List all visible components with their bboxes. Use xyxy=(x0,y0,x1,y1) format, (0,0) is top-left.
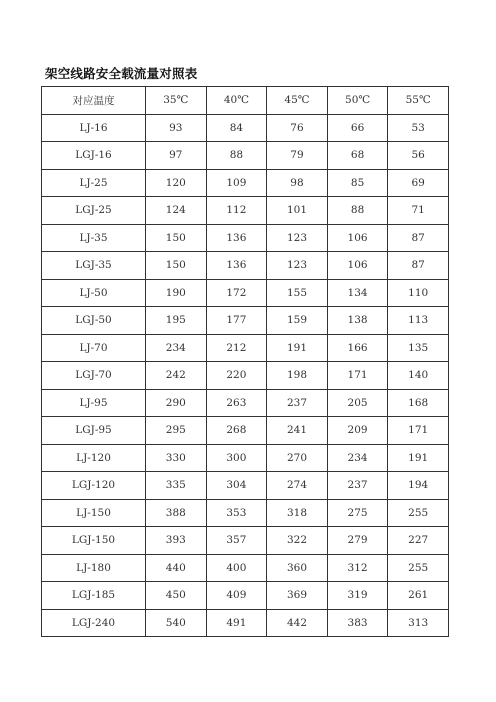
table-row xyxy=(42,114,449,142)
cable-type-cell: LJ-70 xyxy=(42,334,146,362)
value-cell-50c: 171 xyxy=(327,362,388,390)
table-header-row xyxy=(42,87,449,115)
value-cell-40c: 136 xyxy=(206,224,267,252)
header-cell-45c: 45℃ xyxy=(267,87,328,115)
value-cell-35c: 190 xyxy=(146,279,207,307)
value-cell-35c: 97 xyxy=(146,142,207,170)
value-cell-45c: 98 xyxy=(267,169,328,197)
value-cell-50c: 66 xyxy=(327,114,388,142)
table-row xyxy=(42,169,449,197)
value-cell-35c: 120 xyxy=(146,169,207,197)
table-row xyxy=(42,417,449,445)
value-cell-50c: 85 xyxy=(327,169,388,197)
value-cell-45c: 237 xyxy=(267,389,328,417)
cable-type-cell: LGJ-16 xyxy=(42,142,146,170)
value-cell-35c: 540 xyxy=(146,609,207,637)
value-cell-50c: 134 xyxy=(327,279,388,307)
value-cell-40c: 409 xyxy=(206,582,267,610)
cable-type-cell: LJ-35 xyxy=(42,224,146,252)
table-row xyxy=(42,609,449,637)
cable-type-cell: LJ-150 xyxy=(42,499,146,527)
value-cell-40c: 172 xyxy=(206,279,267,307)
value-cell-50c: 68 xyxy=(327,142,388,170)
value-cell-50c: 106 xyxy=(327,252,388,280)
cable-type-cell: LGJ-240 xyxy=(42,609,146,637)
value-cell-55c: 56 xyxy=(388,142,449,170)
header-cell-55c: 55℃ xyxy=(388,87,449,115)
cable-type-cell: LGJ-95 xyxy=(42,417,146,445)
value-cell-45c: 123 xyxy=(267,224,328,252)
value-cell-55c: 87 xyxy=(388,252,449,280)
cable-type-cell: LGJ-185 xyxy=(42,582,146,610)
value-cell-50c: 106 xyxy=(327,224,388,252)
value-cell-40c: 300 xyxy=(206,444,267,472)
cable-type-cell: LJ-16 xyxy=(42,114,146,142)
value-cell-55c: 71 xyxy=(388,197,449,225)
table-row xyxy=(42,142,449,170)
value-cell-40c: 109 xyxy=(206,169,267,197)
cable-type-cell: LJ-25 xyxy=(42,169,146,197)
value-cell-35c: 440 xyxy=(146,554,207,582)
value-cell-35c: 150 xyxy=(146,252,207,280)
value-cell-45c: 360 xyxy=(267,554,328,582)
value-cell-55c: 135 xyxy=(388,334,449,362)
cable-type-cell: LGJ-150 xyxy=(42,527,146,555)
value-cell-50c: 237 xyxy=(327,472,388,500)
table-row xyxy=(42,554,449,582)
table-row xyxy=(42,197,449,225)
table-body xyxy=(42,114,449,637)
table-row xyxy=(42,472,449,500)
cable-type-cell: LGJ-50 xyxy=(42,307,146,335)
cable-type-cell: LJ-95 xyxy=(42,389,146,417)
cable-type-cell: LGJ-25 xyxy=(42,197,146,225)
cable-type-cell: LJ-180 xyxy=(42,554,146,582)
table-row xyxy=(42,307,449,335)
cable-type-cell: LGJ-120 xyxy=(42,472,146,500)
value-cell-55c: 191 xyxy=(388,444,449,472)
value-cell-55c: 313 xyxy=(388,609,449,637)
table-row xyxy=(42,527,449,555)
value-cell-55c: 113 xyxy=(388,307,449,335)
value-cell-50c: 234 xyxy=(327,444,388,472)
value-cell-45c: 369 xyxy=(267,582,328,610)
value-cell-55c: 255 xyxy=(388,554,449,582)
value-cell-55c: 69 xyxy=(388,169,449,197)
value-cell-45c: 318 xyxy=(267,499,328,527)
page-title: 架空线路安全载流量对照表 xyxy=(45,66,198,81)
value-cell-45c: 322 xyxy=(267,527,328,555)
value-cell-40c: 491 xyxy=(206,609,267,637)
cable-type-cell: LGJ-70 xyxy=(42,362,146,390)
value-cell-45c: 274 xyxy=(267,472,328,500)
cable-type-cell: LJ-120 xyxy=(42,444,146,472)
value-cell-45c: 270 xyxy=(267,444,328,472)
value-cell-45c: 76 xyxy=(267,114,328,142)
value-cell-55c: 261 xyxy=(388,582,449,610)
value-cell-55c: 53 xyxy=(388,114,449,142)
value-cell-50c: 383 xyxy=(327,609,388,637)
value-cell-35c: 388 xyxy=(146,499,207,527)
value-cell-45c: 191 xyxy=(267,334,328,362)
value-cell-55c: 110 xyxy=(388,279,449,307)
value-cell-35c: 234 xyxy=(146,334,207,362)
value-cell-40c: 177 xyxy=(206,307,267,335)
value-cell-45c: 155 xyxy=(267,279,328,307)
header-cell-40c: 40℃ xyxy=(206,87,267,115)
value-cell-45c: 101 xyxy=(267,197,328,225)
header-cell-35c: 35℃ xyxy=(146,87,207,115)
value-cell-40c: 400 xyxy=(206,554,267,582)
value-cell-40c: 220 xyxy=(206,362,267,390)
value-cell-45c: 241 xyxy=(267,417,328,445)
value-cell-45c: 159 xyxy=(267,307,328,335)
table-row xyxy=(42,389,449,417)
value-cell-40c: 84 xyxy=(206,114,267,142)
value-cell-55c: 168 xyxy=(388,389,449,417)
table-row xyxy=(42,499,449,527)
value-cell-40c: 304 xyxy=(206,472,267,500)
value-cell-55c: 171 xyxy=(388,417,449,445)
table-row xyxy=(42,362,449,390)
value-cell-50c: 279 xyxy=(327,527,388,555)
table-row xyxy=(42,252,449,280)
value-cell-55c: 194 xyxy=(388,472,449,500)
value-cell-35c: 150 xyxy=(146,224,207,252)
value-cell-40c: 357 xyxy=(206,527,267,555)
header-cell-temperature-label: 对应温度 xyxy=(42,87,146,115)
value-cell-40c: 112 xyxy=(206,197,267,225)
value-cell-35c: 295 xyxy=(146,417,207,445)
value-cell-40c: 88 xyxy=(206,142,267,170)
value-cell-40c: 268 xyxy=(206,417,267,445)
value-cell-35c: 195 xyxy=(146,307,207,335)
table-row xyxy=(42,334,449,362)
table-row xyxy=(42,279,449,307)
table-row xyxy=(42,582,449,610)
ampacity-table xyxy=(41,86,449,637)
value-cell-50c: 209 xyxy=(327,417,388,445)
value-cell-55c: 255 xyxy=(388,499,449,527)
value-cell-40c: 212 xyxy=(206,334,267,362)
value-cell-50c: 312 xyxy=(327,554,388,582)
cable-type-cell: LJ-50 xyxy=(42,279,146,307)
value-cell-45c: 442 xyxy=(267,609,328,637)
table-row xyxy=(42,224,449,252)
value-cell-35c: 335 xyxy=(146,472,207,500)
value-cell-35c: 330 xyxy=(146,444,207,472)
value-cell-45c: 198 xyxy=(267,362,328,390)
value-cell-40c: 353 xyxy=(206,499,267,527)
value-cell-50c: 205 xyxy=(327,389,388,417)
value-cell-50c: 138 xyxy=(327,307,388,335)
value-cell-45c: 79 xyxy=(267,142,328,170)
value-cell-50c: 88 xyxy=(327,197,388,225)
value-cell-45c: 123 xyxy=(267,252,328,280)
value-cell-35c: 290 xyxy=(146,389,207,417)
value-cell-35c: 393 xyxy=(146,527,207,555)
value-cell-40c: 136 xyxy=(206,252,267,280)
value-cell-50c: 166 xyxy=(327,334,388,362)
value-cell-35c: 93 xyxy=(146,114,207,142)
table-row xyxy=(42,444,449,472)
value-cell-55c: 227 xyxy=(388,527,449,555)
value-cell-50c: 319 xyxy=(327,582,388,610)
value-cell-40c: 263 xyxy=(206,389,267,417)
value-cell-55c: 87 xyxy=(388,224,449,252)
value-cell-55c: 140 xyxy=(388,362,449,390)
header-cell-50c: 50℃ xyxy=(327,87,388,115)
value-cell-35c: 124 xyxy=(146,197,207,225)
value-cell-35c: 450 xyxy=(146,582,207,610)
cable-type-cell: LGJ-35 xyxy=(42,252,146,280)
value-cell-35c: 242 xyxy=(146,362,207,390)
value-cell-50c: 275 xyxy=(327,499,388,527)
